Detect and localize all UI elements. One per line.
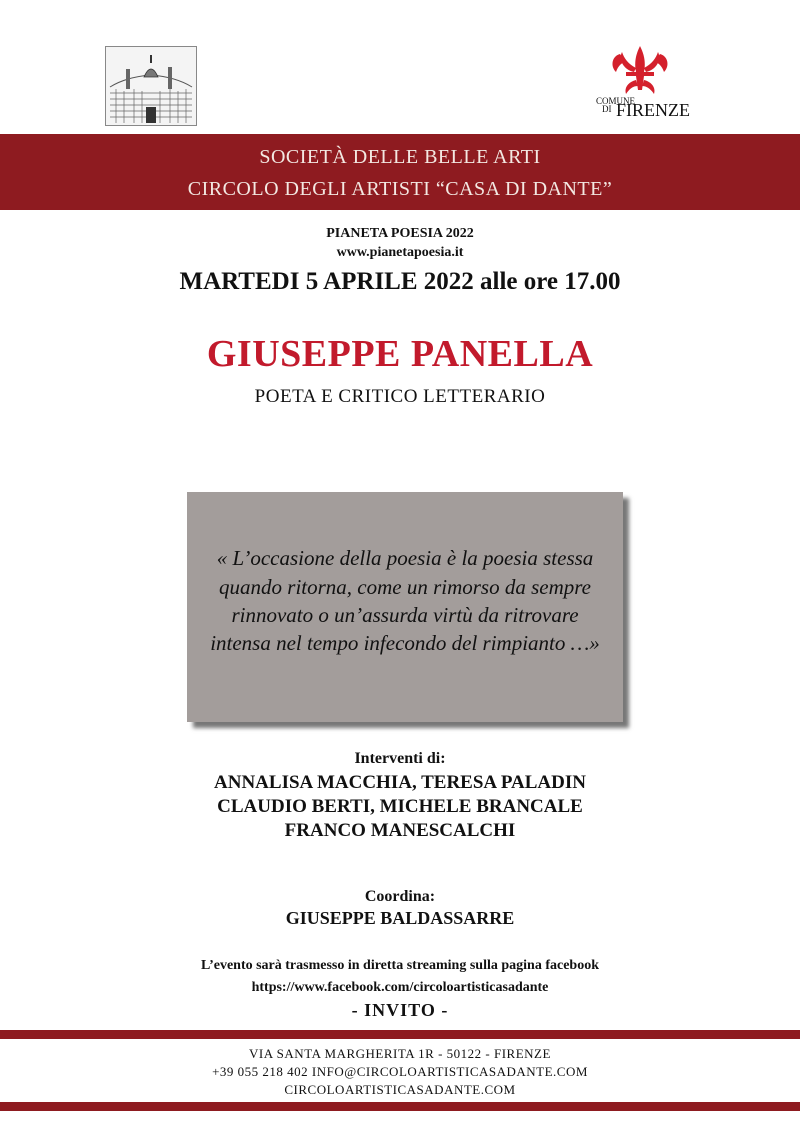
streaming-note: L’evento sarà trasmesso in diretta streaming sulla pagina facebook [201,958,599,973]
event-datetime: MARTEDI 5 APRILE 2022 alle ore 17.00 [179,268,621,295]
logo-label-firenze: FIRENZE [616,100,690,120]
footer-rule-bottom [0,1102,800,1111]
quote-line: quando ritorna, come un rimorso da sempre [219,575,591,599]
speaker-name: GIUSEPPE PANELLA [206,333,594,375]
coordina-label: Coordina: [364,888,436,905]
quote-line: intensa nel tempo infecondo del rimpianto …» [210,631,600,655]
event-website: www.pianetapoesia.it [336,245,464,260]
speaker-list-line: FRANCO MANESCALCHI [284,820,516,841]
coordinator-name: GIUSEPPE BALDASSARRE [285,908,515,928]
event-series: PIANETA POESIA 2022 [326,226,474,241]
interventi-label: Interventi di: [354,750,446,767]
florence-skyline-logo [105,46,197,126]
footer-contact[interactable]: +39 055 218 402 INFO@CIRCOLOARTISTICASADANTE.COM [212,1064,588,1079]
facebook-link[interactable]: https://www.facebook.com/circoloartisticasadante [251,980,549,995]
quote-line: « L’occasione della poesia è la poesia stessa [216,546,594,570]
organization-name: SOCIETÀ DELLE BELLE ARTI [259,146,541,168]
quote-line: rinnovato o un’assurda virtù da ritrovare [231,603,579,627]
logo-label-comune: COMUNE [596,96,636,106]
footer-rule-top [0,1030,800,1039]
logo-label-di: DI [602,104,612,114]
circle-name: CIRCOLO DEGLI ARTISTI “CASA DI DANTE” [187,178,613,200]
speaker-list-line: CLAUDIO BERTI, MICHELE BRANCALE [217,796,583,817]
comune-di-firenze-logo [590,42,690,122]
invito-label: - INVITO - [351,1000,449,1020]
speaker-role: POETA E CRITICO LETTERARIO [254,386,546,407]
speaker-list-line: ANNALISA MACCHIA, TERESA PALADIN [214,772,586,793]
footer-website[interactable]: CIRCOLOARTISTICASADANTE.COM [284,1082,516,1097]
footer-address: VIA SANTA MARGHERITA 1R - 50122 - FIRENZE [249,1046,551,1061]
